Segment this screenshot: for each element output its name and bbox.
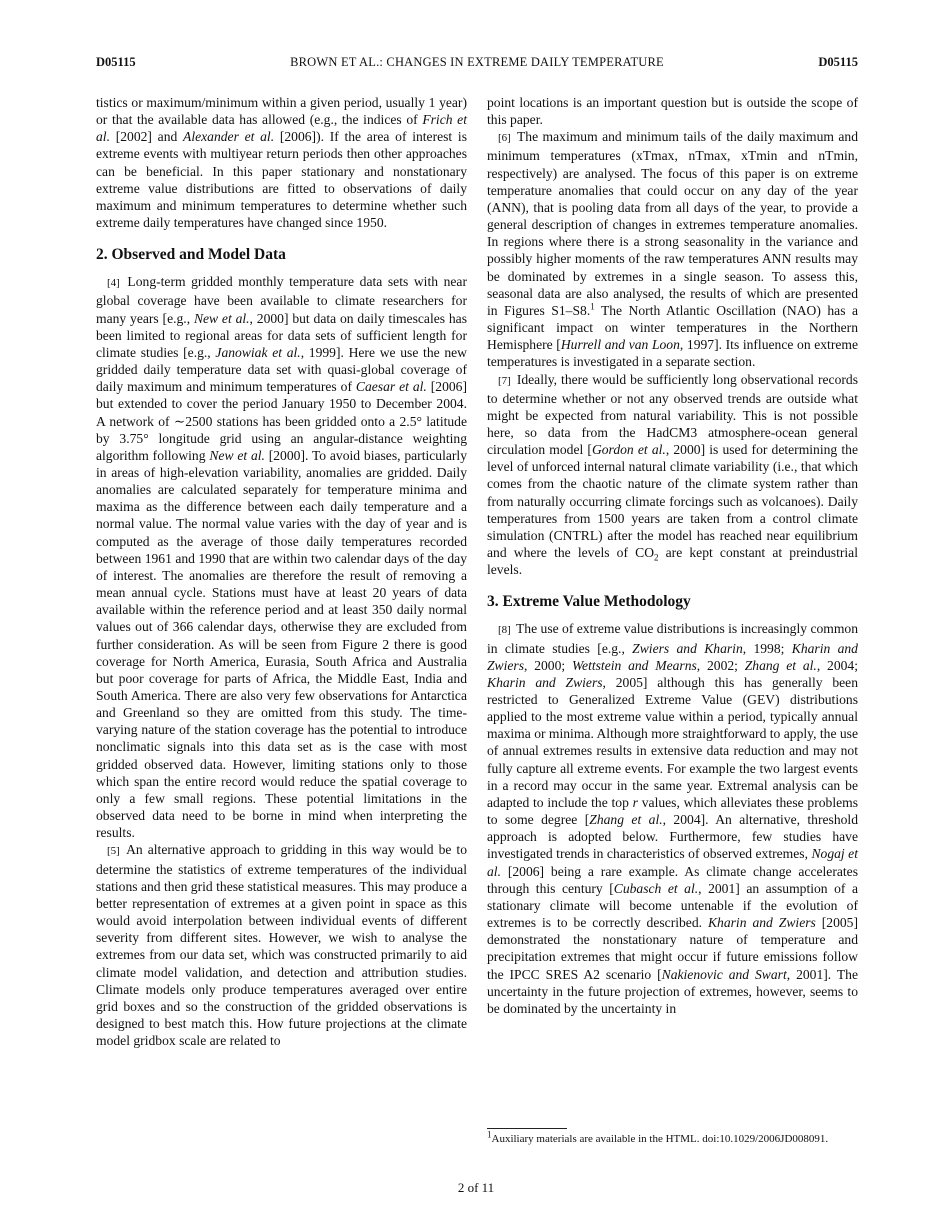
paragraph-number: [4] [107, 277, 120, 290]
citation: Nakienovic and Swart [661, 966, 787, 982]
page-number: 2 of 11 [457, 1180, 495, 1195]
citation: Zwiers and Kharin [632, 640, 743, 656]
citation: Hurrell and van Loon [560, 337, 680, 353]
paragraph-number: [8] [498, 624, 511, 637]
citation: Frich et al. [96, 112, 467, 145]
citation: New et al. [193, 310, 250, 326]
subscript: 2 [654, 552, 659, 563]
citation: Wettstein and Mearns [571, 657, 697, 673]
paragraph-4: [4] Long-term gridded monthly temperature data sets with near global coverage have been available to climate researchers for many years [e.g., New et al., 2000] but data on daily timescales has been limited to regional areas for data sets of sufficient length for climate studies [e.g., Janowiak et al., 1999]. Here we use the new gridded daily temperature data set with quasi-global coverage of daily maximum and minimum temperatures of Caesar et al. [2006] but extended to cover the period January 1950 to December 2004. A network of ∼2500 stations has been gridded onto a 2.5° latitude by 3.75° longitude grid using an angular-distance weighting algorithm following New et al. [2000]. To avoid biases, particularly in areas of high-elevation variability, anomalies are gridded. Daily anomalies are calculated separately for temperature minima and maxima as the difference between each daily temperature and a normal value. The normal value varies with the day of year and is computed as the average of those daily temperatures recorded between 1961 and 1990 that are within two calendar days of the day of interest. The anomalies are therefore the result of removing a mean annual cycle. Stations must have at least 20 years of data available within the reference period and at least 350 daily normal values out of 366 calendar days, otherwise they are excluded from further consideration. As will be seen from Figure 2 there is good coverage for North America, Eurasia, South Africa and Australia but poor coverage for parts of Africa, the Middle East, India and South America. There are also very few observations for Antarctica and Greenland so they are omitted from this study. The time-varying nature of the station coverage has the potential to introduce nonclimatic signals into this data set as is the case with most gridded observed data. However, limiting stations only to those which span the entire record would reduce the spatial coverage to only a few small regions. These potential limitations in the observed data need to be borne in mind when interpreting the results. [96, 274, 467, 841]
citation: Gordon et al. [591, 442, 666, 458]
citation: Janowiak et al. [215, 344, 301, 360]
paragraph-number: [5] [107, 845, 120, 858]
citation: Zhang et al. [589, 812, 663, 828]
paragraph-5: [5] An alternative approach to gridding in this way would be to determine the statistics of extreme temperatures of the individual stations and then grid these statistical measures. This may produce a better representation of extremes at a given point in space as this would avoid interpolation between individual events of different severity from different sites. However, we wish to analyse the extremes from our data set, which was constructed primarily to aid climate model validation, and detection and attribution studies. Climate models only produce temperatures averaged over entire grid boxes and so the construction of the gridded observations is designed to best match this. How future projections at the climate model gridbox scale are related to [96, 842, 467, 1049]
footnote-rule [487, 1128, 567, 1129]
paragraph-7: [7] Ideally, there would be sufficiently long observational records to determine whether or not any observed trends are outside what might be expected from natural variability. This is not possible here, so data from the HadCM3 atmosphere-ocean general circulation model [Gordon et al., 2000] is used for determining the level of unforced internal natural climate variability (i.e., that which comes from the chaotic nature of the climate system rather than from naturally occurring climate forcings such as volcanoes). Daily temperatures from 1500 years are taken from a control climate simulation (CNTRL) after the model has reached near equilibrium and where the levels of $CO_2$ are kept constant at preindustrial levels. [487, 371, 858, 578]
citation: New et al. [209, 447, 265, 463]
footnote [487, 1128, 858, 1146]
paragraph-5-continued: point locations is an important question but is outside the scope of this paper. [487, 95, 858, 128]
paragraph-8: [8] The use of extreme value distributions is increasingly common in climate studies [e.g., Zwiers and Kharin, 1998; Kharin and Zwiers, 2000; Wettstein and Mearns, 2002; Zhang et al., 2004; Kharin and Zwiers, 2005] although this has generally been restricted to Generalized Extreme Value (GEV) distributions applied to the most extreme value within a period, typically annual maxima or minima. Although more straightforward to apply, the use of annual extremes results in extensive data reduction and may not fully capture all extreme events. For example the two largest events in a record may occur in the same year. Extremal analysis can be adapted to include the top r values, which alleviates these problems to some degree [Zhang et al., 2004]. An alternative, threshold approach is adopted below. Furthermore, few studies have investigated trends in characteristics of observed extremes, Nogaj et al. [2006] being a rare example. As climate change accelerates through this century [Cubasch et al., 2001] an assumption of a stationary climate will become untenable if the evolution of extremes is to be correctly described. Kharin and Zwiers [2005] demonstrated the nonstationary nature of temperature and precipitation extremes that might occur if future emissions follow the IPCC SRES A2 scenario [Nakienovic and Swart, 2001]. The uncertainty in the future projection of extremes, however, seems to be dominated by the uncertainty in [487, 621, 859, 1016]
section-heading-2: 2. Observed and Model Data [96, 246, 286, 264]
header-title: BROWN ET AL.: CHANGES IN EXTREME DAILY TEMPERATURE [290, 55, 664, 69]
citation: Kharin and Zwiers [707, 915, 816, 931]
footnote-text: Auxiliary materials are available in the HTML. doi:10.1029/2006JD008091. [491, 1133, 829, 1145]
citation: Alexander et al. [183, 129, 275, 145]
citation: Kharin and Zwiers [487, 640, 858, 673]
left-column [96, 94, 467, 1049]
citation: Caesar et al. [355, 379, 427, 395]
right-column [487, 94, 858, 1017]
citation: Kharin and Zwiers [487, 674, 603, 690]
paragraph-number: [7] [498, 374, 511, 387]
citation: Zhang et al. [744, 657, 817, 673]
running-header [96, 55, 858, 73]
footnote-number: 1 [487, 1129, 492, 1140]
header-paper-id-right: D05115 [818, 55, 858, 69]
paragraph-6: [6] The maximum and minimum tails of the daily maximum and minimum temperatures (xTmax, nTmax, xTmin and nTmin, respectively) are analysed. The focus of this paper is on extreme temperature anomalies that could occur on any day of the year (ANN), that is pooling data from all days of the year, to provide a general description of changes in extremes temperature anomalies. In regions where there is a strong seasonality in the variance and possibly higher moments of the raw temperatures ANN results may be dominated by extremes in a single season. To assess this, seasonal data are also analysed, the results of which are presented in Figures S1–S8.$^1$ The North Atlantic Oscillation (NAO) has a significant impact on winter temperatures in the Northern Hemisphere [Hurrell and van Loon, 1997]. Its influence on extreme temperatures is investigated in a separate section. [487, 129, 858, 370]
header-paper-id-left: D05115 [96, 55, 136, 69]
paragraph-number: [6] [498, 132, 511, 145]
footnote-mark: 1 [590, 301, 595, 312]
section-heading-3: 3. Extreme Value Methodology [487, 593, 691, 611]
citation: Nogaj et al. [487, 846, 858, 879]
italic-variable: r [632, 794, 638, 810]
citation: Cubasch et al. [613, 880, 699, 896]
paragraph-intro-continued: tistics or maximum/minimum within a given period, usually 1 year) or that the available data has allowed (e.g., the indices of Frich et al. [2002] and Alexander et al. [2006]). If the area of interest is extreme events with multiyear return periods then other approaches can be beneficial. In this paper stationary and nonstationary extreme value distributions are fitted to observations of daily maximum and minimum temperatures to determine whether such extreme daily temperatures have changed since 1950. [96, 95, 467, 231]
